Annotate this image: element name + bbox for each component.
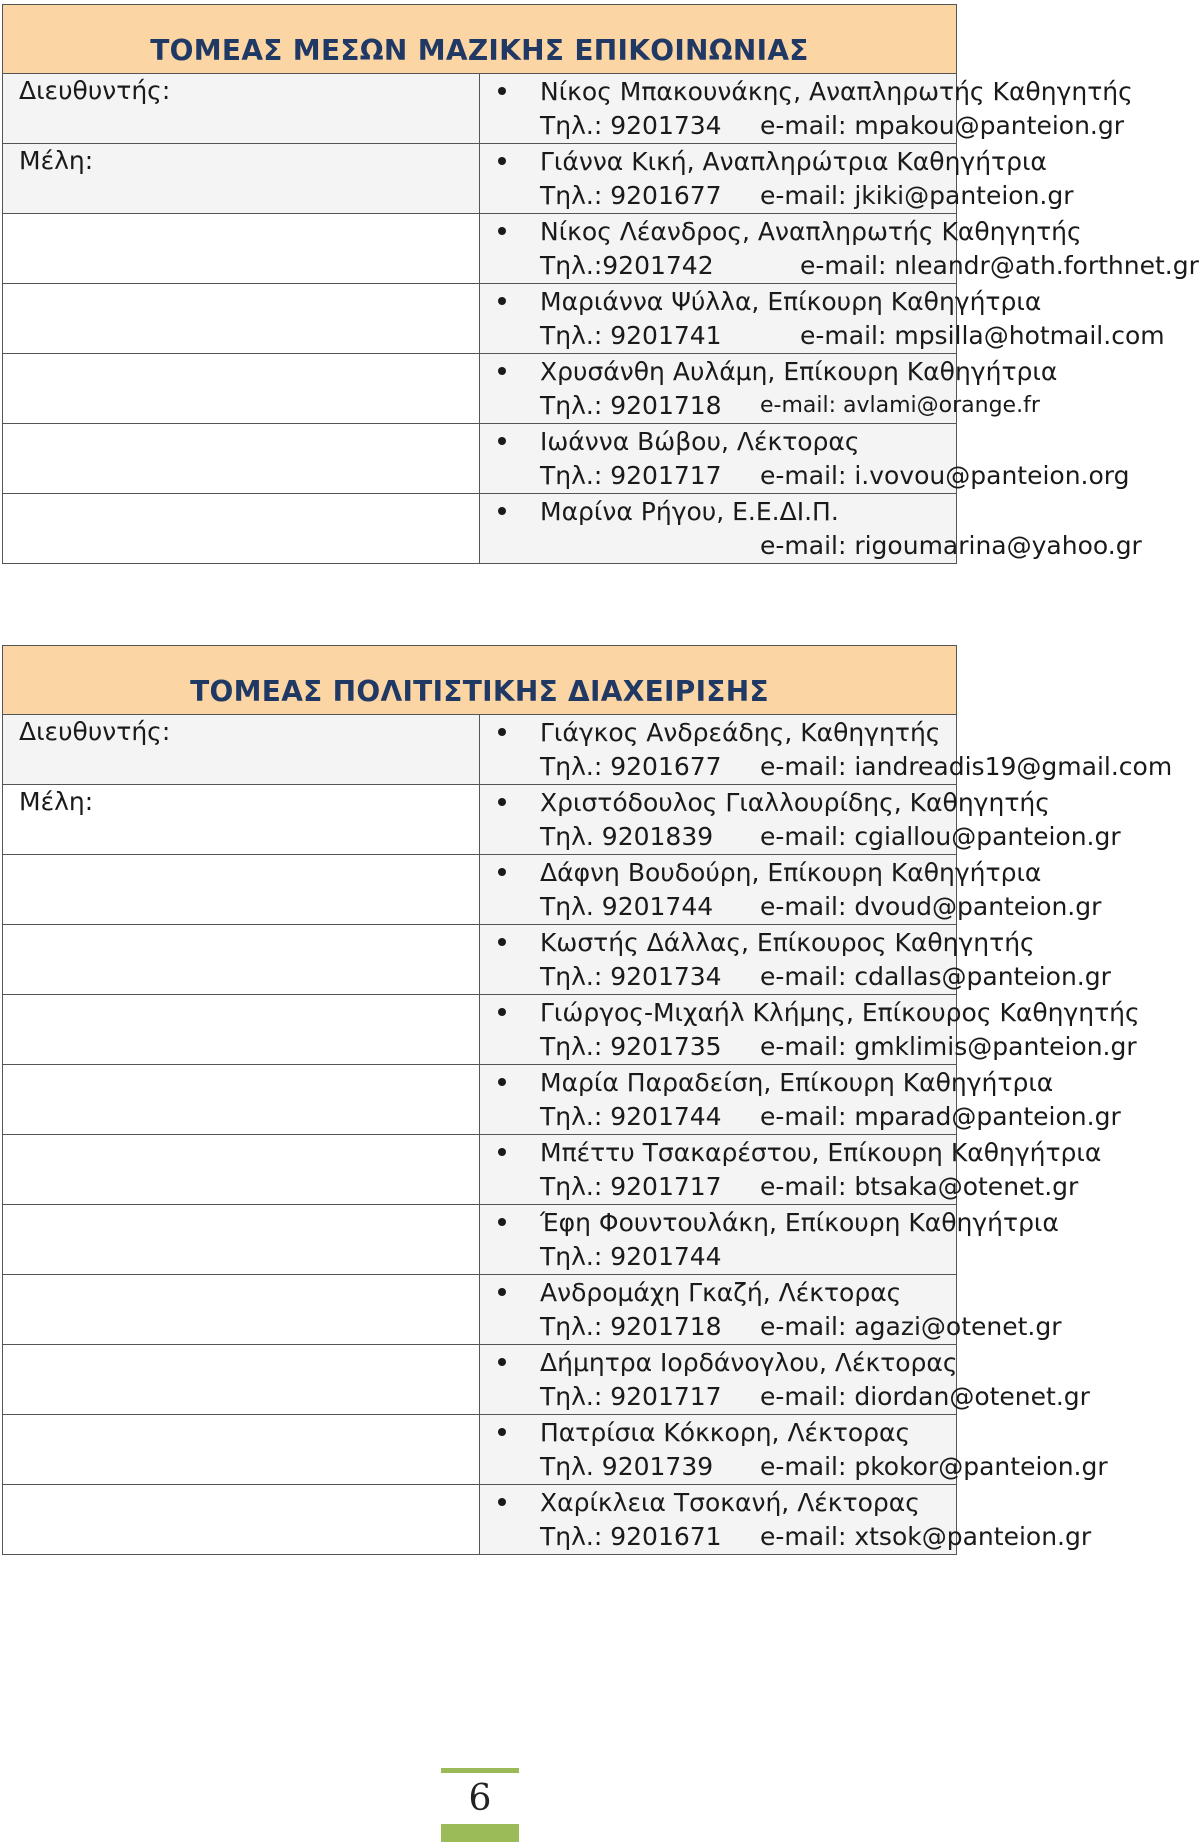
footer-bottom-bar bbox=[441, 1824, 519, 1842]
member-entry: Μπέττυ Τσακαρέστου, Επίκουρη Καθηγήτρια Τηλ.: 9201717 e-mail: btsaka@otenet.gr bbox=[480, 1135, 956, 1204]
member-entry: Δήμητρα Ιορδάνογλου, Λέκτορας Τηλ.: 9201717 e-mail: diordan@otenet.gr bbox=[480, 1345, 956, 1414]
bullet-icon bbox=[498, 1008, 506, 1016]
member-entry: Μαρίνα Ρήγου, Ε.Ε.ΔΙ.Π. e-mail: rigoumarina@yahoo.gr bbox=[480, 494, 956, 563]
member-entry: Χριστόδουλος Γιαλλουρίδης, Καθηγητής Τηλ. 9201839 e-mail: cgiallou@panteion.gr bbox=[480, 785, 956, 854]
sector-table-media bbox=[2, 4, 1199, 564]
member-entry: Μαριάννα Ψύλλα, Επίκουρη Καθηγήτρια Τηλ.: 9201741 e-mail: mpsilla@hotmail.com bbox=[480, 284, 956, 353]
member-entry: Δάφνη Βουδούρη, Επίκουρη Καθηγήτρια Τηλ. 9201744 e-mail: dvoud@panteion.gr bbox=[480, 855, 956, 924]
member-entry: Πατρίσια Κόκκορη, Λέκτορας Τηλ. 9201739 e-mail: pkokor@panteion.gr bbox=[480, 1415, 956, 1484]
member-entry: Νίκος Λέανδρος, Αναπληρωτής Καθηγητής Τηλ.:9201742 e-mail: nleandr@ath.forthnet.gr bbox=[480, 214, 956, 283]
director-entry: Γιάγκος Ανδρεάδης, Καθηγητής Τηλ.: 9201677 e-mail: iandreadis19@gmail.com bbox=[480, 715, 956, 784]
member-entry: Χρυσάνθη Αυλάμη, Επίκουρη Καθηγήτρια Τηλ.: 9201718 e-mail: avlami@orange.fr bbox=[480, 354, 956, 423]
bullet-icon bbox=[498, 367, 506, 375]
member-entry: Μαρία Παραδείση, Επίκουρη Καθηγήτρια Τηλ.: 9201744 e-mail: mparad@panteion.gr bbox=[480, 1065, 956, 1134]
bullet-icon bbox=[498, 297, 506, 305]
bullet-icon bbox=[498, 798, 506, 806]
bullet-icon bbox=[498, 437, 506, 445]
bullet-icon bbox=[498, 1428, 506, 1436]
director-label: Διευθυντής: bbox=[3, 715, 480, 785]
sector-title: ΤΟΜΕΑΣ ΜΕΣΩΝ ΜΑΖΙΚΗΣ ΕΠΙΚΟΙΝΩΝΙΑΣ bbox=[3, 5, 957, 74]
bullet-icon bbox=[498, 157, 506, 165]
sector-title: ΤΟΜΕΑΣ ΠΟΛΙΤΙΣΤΙΚΗΣ ΔΙΑΧΕΙΡΙΣΗΣ bbox=[3, 646, 957, 715]
member-entry: Ιωάννα Βώβου, Λέκτορας Τηλ.: 9201717 e-mail: i.vovou@panteion.org bbox=[480, 424, 956, 493]
members-label: Μέλη: bbox=[3, 785, 480, 855]
members-label: Μέλη: bbox=[3, 144, 480, 214]
bullet-icon bbox=[498, 1358, 506, 1366]
bullet-icon bbox=[498, 1078, 506, 1086]
bullet-icon bbox=[498, 87, 506, 95]
bullet-icon bbox=[498, 1218, 506, 1226]
bullet-icon bbox=[498, 938, 506, 946]
member-entry: Ανδρομάχη Γκαζή, Λέκτορας Τηλ.: 9201718 e-mail: agazi@otenet.gr bbox=[480, 1275, 956, 1344]
footer-top-bar bbox=[441, 1768, 519, 1773]
bullet-icon bbox=[498, 227, 506, 235]
member-entry: Γιάννα Κική, Αναπληρώτρια Καθηγήτρια Τηλ.: 9201677 e-mail: jkiki@panteion.gr bbox=[480, 144, 956, 213]
page-number: 6 bbox=[468, 1778, 492, 1819]
member-entry: Κωστής Δάλλας, Επίκουρος Καθηγητής Τηλ.: 9201734 e-mail: cdallas@panteion.gr bbox=[480, 925, 956, 994]
bullet-icon bbox=[498, 728, 506, 736]
bullet-icon bbox=[498, 1148, 506, 1156]
bullet-icon bbox=[498, 507, 506, 515]
bullet-icon bbox=[498, 1498, 506, 1506]
member-entry: Γιώργος-Μιχαήλ Κλήμης, Επίκουρος Καθηγητής Τηλ.: 9201735 e-mail: gmklimis@panteion.gr bbox=[480, 995, 956, 1064]
bullet-icon bbox=[498, 1288, 506, 1296]
member-entry: Έφη Φουντουλάκη, Επίκουρη Καθηγήτρια Τηλ.: 9201744 bbox=[480, 1205, 956, 1274]
member-entry: Χαρίκλεια Τσοκανή, Λέκτορας Τηλ.: 9201671 e-mail: xtsok@panteion.gr bbox=[480, 1485, 956, 1554]
bullet-icon bbox=[498, 868, 506, 876]
director-entry: Νίκος Μπακουνάκης, Αναπληρωτής Καθηγητής Τηλ.: 9201734 e-mail: mpakou@panteion.gr bbox=[480, 74, 956, 143]
director-label: Διευθυντής: bbox=[3, 74, 480, 144]
sector-table-culture bbox=[2, 645, 1173, 1555]
